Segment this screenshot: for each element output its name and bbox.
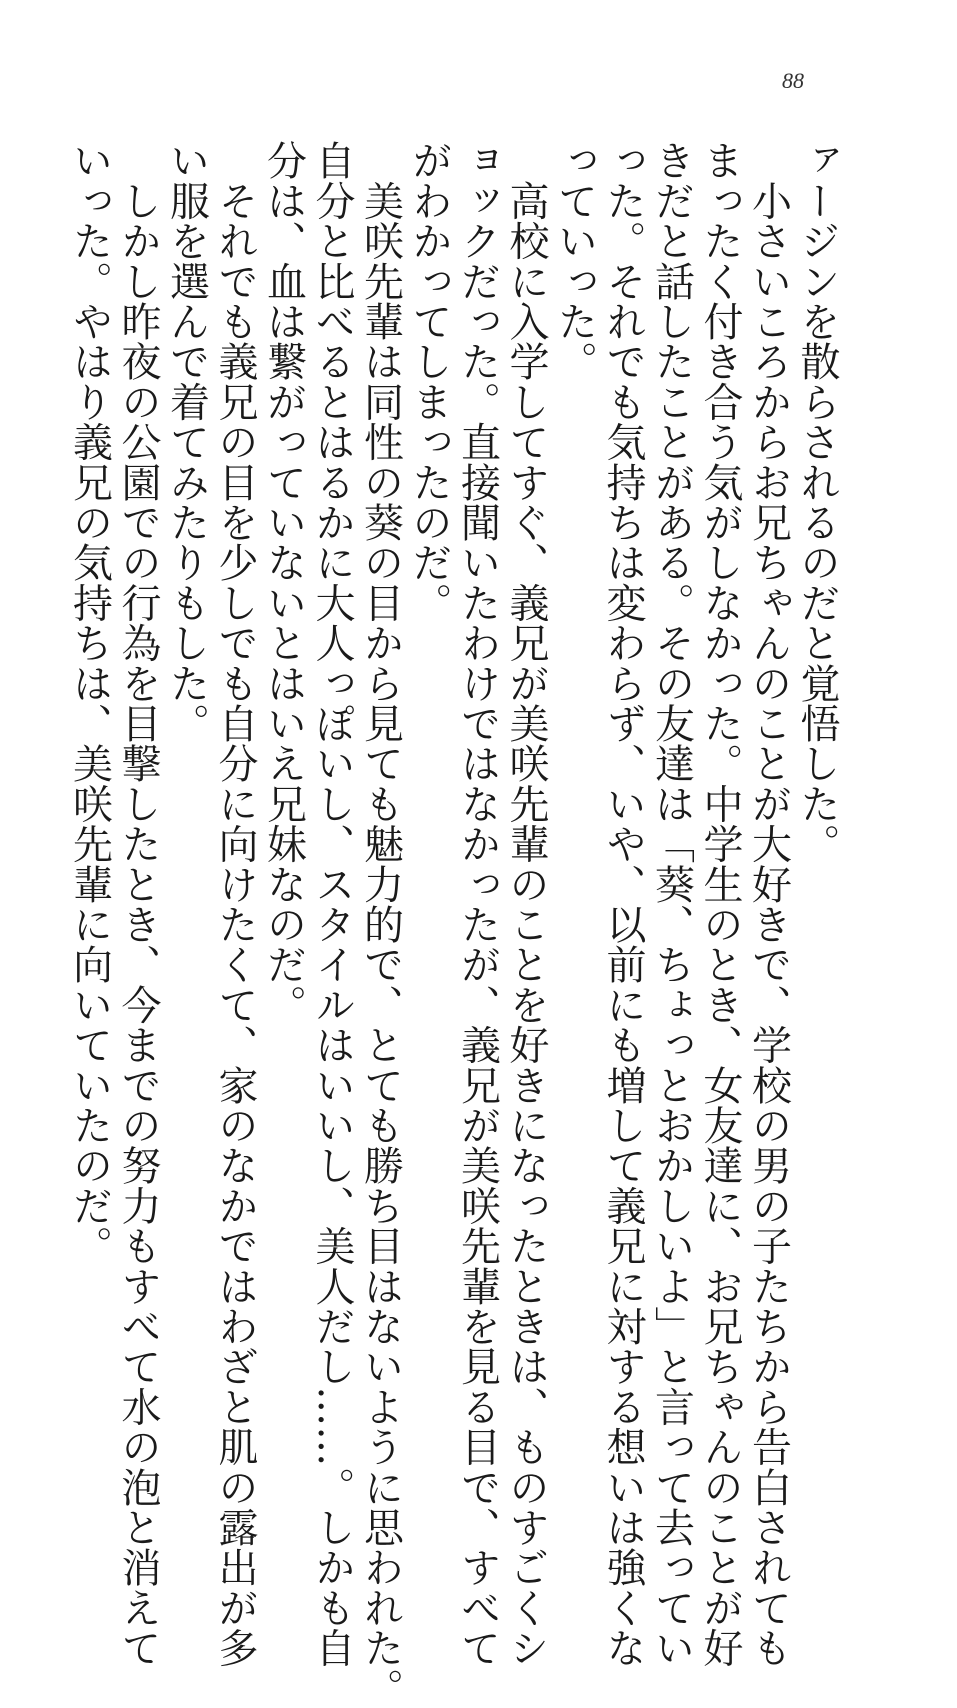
text-column: ァージンを散らされるのだと覚悟した。 [794,140,840,864]
text-column: い服を選んで着てみたりもした。 [163,140,210,743]
text-column: 自分と比べるとはるかに大人っぽいし、スタイルはいいし、美人だし……。しかも自 [309,140,355,1668]
text-column: 美咲先輩は同性の葵の目から見ても魅力的で、とても勝ち目はないように思われた。 [357,140,404,1708]
text-column: しかし昨夜の公園での行為を目撃したとき、今までの努力もすべて水の泡と消えて [115,140,161,1668]
page-number: 88 [782,68,804,93]
text-column: 高校に入学してすぐ、義兄が美咲先輩のことを好きになったときは、ものすごくシ [503,140,549,1668]
text-column: それでも義兄の目を少しでも自分に向けたくて、家のなかではわざと肌の露出が多 [212,140,258,1668]
text-column: きだと話したことがある。その友達は「葵、ちょっとおかしいよ」と言って去ってい [648,140,695,1668]
text-column: 分は、血は繋がっていないとはいえ兄妹なのだ。 [260,140,307,1025]
text-column: 小さいころからお兄ちゃんのことが大好きで、学校の男の子たちから告白されても [745,140,792,1668]
text-column: った。それでも気持ちは変わらず、いや、以前にも増して義兄に対する想いは強くな [600,140,646,1668]
vertical-text-body [66,140,840,1708]
text-column: まったく付き合う気がしなかった。中学生のとき、女友達に、お兄ちゃんのことが好 [697,140,743,1668]
text-column: っていった。 [551,140,598,382]
text-column: ョックだった。直接聞いたわけではなかったが、義兄が美咲先輩を見る目で、すべて [454,140,501,1668]
text-column: いった。やはり義兄の気持ちは、美咲先輩に向いていたのだ。 [66,140,113,1266]
text-column: がわかってしまったのだ。 [406,140,452,623]
